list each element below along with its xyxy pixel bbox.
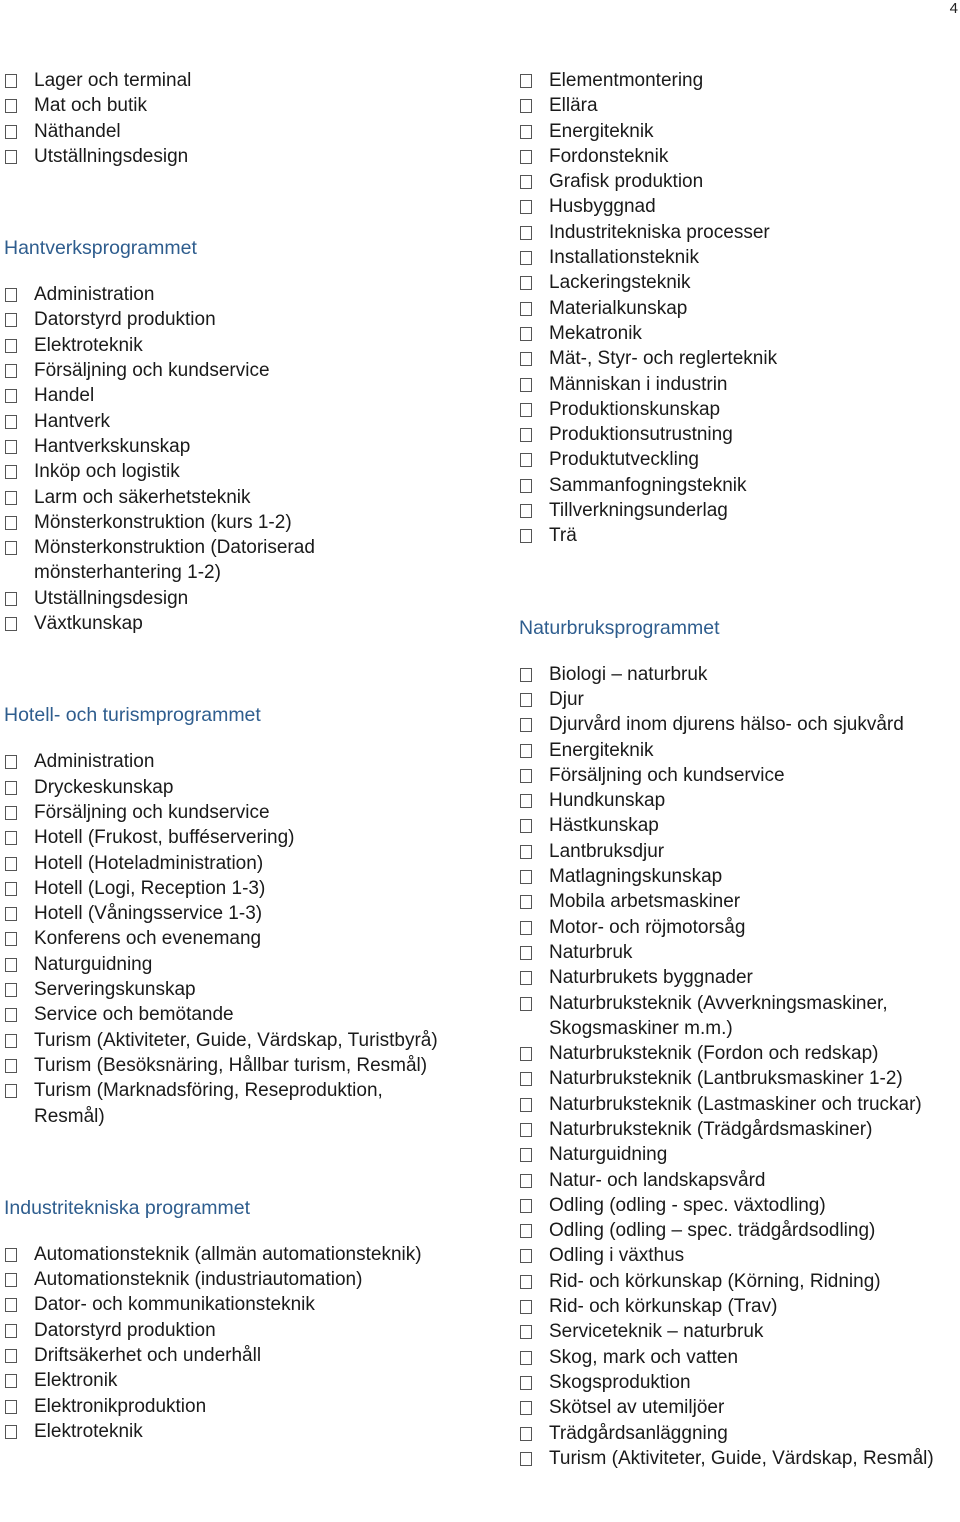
- list-item: [519, 498, 957, 523]
- program-heading: Naturbruksprogrammet: [519, 616, 720, 639]
- list-item: [4, 876, 444, 901]
- course-label: Naturbruksteknik (Avverkningsmaskiner, Skogsmaskiner m.m.): [549, 992, 888, 1039]
- course-label: Dryckeskunskap: [34, 776, 174, 798]
- course-label: Automationsteknik (industriautomation): [34, 1269, 363, 1291]
- course-label: Serveringskunskap: [34, 979, 196, 1001]
- course-label: Serviceteknik – naturbruk: [549, 1321, 764, 1343]
- checkbox-square-icon: [5, 831, 17, 845]
- checkbox-square-icon: [520, 251, 532, 265]
- checkbox-square-icon: [520, 1047, 532, 1061]
- checkbox-square-icon: [520, 403, 532, 417]
- course-label: Handel: [34, 385, 95, 407]
- list-item: [519, 991, 957, 1042]
- checkbox-square-icon: [520, 1351, 532, 1365]
- list-item: [519, 662, 957, 687]
- checkbox-square-icon: [5, 781, 17, 795]
- course-label: Produktutveckling: [549, 449, 699, 471]
- course-label: Hotell (Våningsservice 1-3): [34, 903, 263, 925]
- course-label: Rid- och körkunskap (Körning, Ridning): [549, 1270, 881, 1292]
- checkbox-square-icon: [520, 1249, 532, 1263]
- checkbox-square-icon: [520, 794, 532, 808]
- course-label: Tillverkningsunderlag: [549, 500, 728, 522]
- checkbox-square-icon: [520, 1452, 532, 1466]
- list-item: [4, 977, 444, 1002]
- list-item: [519, 245, 957, 270]
- course-label: Skötsel av utemiljöer: [549, 1397, 725, 1419]
- course-label: Elektronikproduktion: [34, 1395, 207, 1417]
- checkbox-square-icon: [520, 744, 532, 758]
- checkbox-square-icon: [5, 882, 17, 896]
- course-label: Grafisk produktion: [549, 171, 704, 193]
- list-item: [4, 409, 444, 434]
- checkbox-square-icon: [520, 693, 532, 707]
- course-label: Mat och butik: [34, 95, 147, 117]
- list-item: [4, 459, 444, 484]
- checkbox-square-icon: [520, 150, 532, 164]
- checkbox-square-icon: [5, 755, 17, 769]
- list-item: [519, 889, 957, 914]
- checkbox-square-icon: [520, 276, 532, 290]
- list-item: [519, 1142, 957, 1167]
- left-column: [4, 68, 444, 1444]
- course-label: Driftsäkerhet och underhåll: [34, 1344, 262, 1366]
- course-list: [4, 68, 444, 169]
- list-item: [519, 220, 957, 245]
- list-item: [519, 473, 957, 498]
- course-label: Naturbruksteknik (Lastmaskiner och truckar): [549, 1093, 922, 1115]
- checkbox-square-icon: [520, 1376, 532, 1390]
- list-item: [4, 1053, 444, 1078]
- course-label: Naturbruksteknik (Trädgårdsmaskiner): [549, 1118, 873, 1140]
- list-item: [519, 1345, 957, 1370]
- course-label: Mönsterkonstruktion (Datoriserad mönsterhantering 1-2): [34, 537, 315, 584]
- course-label: Datorstyrd produktion: [34, 309, 216, 331]
- checkbox-square-icon: [520, 1325, 532, 1339]
- checkbox-square-icon: [520, 845, 532, 859]
- course-label: Skog, mark och vatten: [549, 1346, 739, 1368]
- list-item: [519, 915, 957, 940]
- list-item: [519, 1218, 957, 1243]
- checkbox-square-icon: [520, 504, 532, 518]
- course-label: Elektroteknik: [34, 334, 143, 356]
- course-label: Service och bemötande: [34, 1004, 234, 1026]
- checkbox-square-icon: [520, 921, 532, 935]
- checkbox-square-icon: [520, 997, 532, 1011]
- list-item: [4, 510, 444, 535]
- checkbox-square-icon: [5, 1084, 17, 1098]
- course-label: Energiteknik: [549, 120, 654, 142]
- checkbox-square-icon: [5, 288, 17, 302]
- course-list: [4, 749, 444, 1128]
- checkbox-square-icon: [5, 1374, 17, 1388]
- list-item: [4, 901, 444, 926]
- checkbox-square-icon: [5, 541, 17, 555]
- list-item: [519, 687, 957, 712]
- course-label: Odling (odling - spec. växtodling): [549, 1194, 826, 1216]
- course-label: Natur- och landskapsvård: [549, 1169, 766, 1191]
- checkbox-square-icon: [520, 1148, 532, 1162]
- course-list: [519, 68, 957, 549]
- list-item: [519, 1066, 957, 1091]
- checkbox-square-icon: [520, 302, 532, 316]
- list-item: [519, 1168, 957, 1193]
- course-label: Näthandel: [34, 120, 121, 142]
- checkbox-square-icon: [5, 313, 17, 327]
- course-label: Skogsproduktion: [549, 1371, 691, 1393]
- course-label: Elektroteknik: [34, 1420, 143, 1442]
- checkbox-square-icon: [520, 175, 532, 189]
- course-label: Lager och terminal: [34, 70, 192, 91]
- list-item: [4, 1292, 444, 1317]
- program-heading: Industritekniska programmet: [4, 1196, 251, 1219]
- list-item: [519, 447, 957, 472]
- checkbox-square-icon: [5, 491, 17, 505]
- list-item: [4, 749, 444, 774]
- list-item: [4, 611, 444, 636]
- checkbox-square-icon: [5, 1248, 17, 1262]
- checkbox-square-icon: [520, 99, 532, 113]
- course-label: Biologi – naturbruk: [549, 663, 708, 685]
- list-item: [519, 965, 957, 990]
- checkbox-square-icon: [520, 1275, 532, 1289]
- checkbox-square-icon: [520, 971, 532, 985]
- list-item: [519, 1193, 957, 1218]
- list-item: [519, 839, 957, 864]
- list-item: [519, 1421, 957, 1446]
- checkbox-square-icon: [520, 718, 532, 732]
- list-item: [519, 194, 957, 219]
- list-item: [519, 523, 957, 548]
- course-label: Mät-, Styr- och reglerteknik: [549, 348, 778, 370]
- list-item: [519, 169, 957, 194]
- checkbox-square-icon: [5, 465, 17, 479]
- checkbox-square-icon: [520, 946, 532, 960]
- checkbox-square-icon: [520, 819, 532, 833]
- course-label: Sammanfogningsteknik: [549, 474, 747, 496]
- checkbox-square-icon: [5, 617, 17, 631]
- checkbox-square-icon: [5, 440, 17, 454]
- list-item: [4, 93, 444, 118]
- course-label: Motor- och röjmotorsåg: [549, 916, 746, 938]
- course-label: Produktionsutrustning: [549, 424, 733, 446]
- checkbox-square-icon: [5, 389, 17, 403]
- course-label: Mobila arbetsmaskiner: [549, 891, 741, 913]
- course-label: Försäljning och kundservice: [34, 801, 270, 823]
- checkbox-square-icon: [520, 1072, 532, 1086]
- list-item: [4, 1318, 444, 1343]
- checkbox-square-icon: [5, 516, 17, 530]
- course-label: Naturbruksteknik (Lantbruksmaskiner 1-2): [549, 1068, 903, 1090]
- course-label: Naturguidning: [34, 953, 153, 975]
- list-item: [519, 813, 957, 838]
- checkbox-square-icon: [520, 479, 532, 493]
- checkbox-square-icon: [5, 1324, 17, 1338]
- checkbox-square-icon: [5, 125, 17, 139]
- program-section: [4, 1129, 444, 1444]
- list-item: [519, 940, 957, 965]
- checkbox-square-icon: [520, 870, 532, 884]
- checkbox-square-icon: [5, 364, 17, 378]
- checkbox-square-icon: [5, 1008, 17, 1022]
- checkbox-square-icon: [5, 983, 17, 997]
- course-label: Naturguidning: [549, 1144, 668, 1166]
- course-label: Turism (Besöksnäring, Hållbar turism, Resmål): [34, 1054, 428, 1076]
- course-label: Inköp och logistik: [34, 461, 180, 483]
- list-item: [4, 775, 444, 800]
- checkbox-square-icon: [5, 958, 17, 972]
- checkbox-square-icon: [5, 339, 17, 353]
- course-label: Djurvård inom djurens hälso- och sjukvård: [549, 714, 904, 736]
- list-item: [519, 397, 957, 422]
- list-item: [519, 422, 957, 447]
- list-item: [4, 851, 444, 876]
- checkbox-square-icon: [520, 1174, 532, 1188]
- course-label: Larm och säkerhetsteknik: [34, 486, 251, 508]
- checkbox-square-icon: [520, 895, 532, 909]
- course-label: Konferens och evenemang: [34, 928, 262, 950]
- list-item: [4, 68, 444, 93]
- course-label: Lackeringsteknik: [549, 272, 691, 294]
- checkbox-square-icon: [520, 453, 532, 467]
- course-label: Hotell (Logi, Reception 1-3): [34, 877, 266, 899]
- course-label: Utställningsdesign: [34, 145, 189, 167]
- course-label: Materialkunskap: [549, 297, 688, 319]
- checkbox-square-icon: [5, 1425, 17, 1439]
- program-heading: Hantverksprogrammet: [4, 237, 197, 260]
- list-item: [519, 119, 957, 144]
- list-item: [4, 1242, 444, 1267]
- course-label: Hästkunskap: [549, 815, 659, 837]
- course-label: Rid- och körkunskap (Trav): [549, 1296, 778, 1318]
- course-label: Industritekniska processer: [549, 221, 770, 243]
- checkbox-square-icon: [520, 74, 532, 88]
- list-item: [519, 144, 957, 169]
- course-label: Elementmontering: [549, 70, 704, 91]
- course-label: Turism (Aktiviteter, Guide, Värdskap, Resmål): [549, 1447, 934, 1469]
- checkbox-square-icon: [5, 806, 17, 820]
- course-label: Automationsteknik (allmän automationsteknik): [34, 1243, 422, 1265]
- course-label: Hundkunskap: [549, 790, 666, 812]
- checkbox-square-icon: [520, 1300, 532, 1314]
- list-item: [4, 383, 444, 408]
- program-section: [519, 549, 957, 1472]
- list-item: [519, 763, 957, 788]
- course-label: Dator- och kommunikationsteknik: [34, 1294, 315, 1316]
- list-item: [4, 333, 444, 358]
- checkbox-square-icon: [520, 378, 532, 392]
- list-item: [4, 307, 444, 332]
- checkbox-square-icon: [520, 125, 532, 139]
- checkbox-square-icon: [520, 200, 532, 214]
- list-item: [519, 712, 957, 737]
- list-item: [519, 788, 957, 813]
- list-item: [4, 1394, 444, 1419]
- course-list: [4, 282, 444, 636]
- course-label: Matlagningskunskap: [549, 866, 723, 888]
- list-item: [4, 1343, 444, 1368]
- list-item: [4, 282, 444, 307]
- list-item: [519, 1395, 957, 1420]
- program-sections: [519, 549, 957, 1472]
- page-number: 4: [949, 0, 958, 17]
- course-label: Elektronik: [34, 1370, 118, 1392]
- list-item: [519, 1117, 957, 1142]
- list-item: [4, 800, 444, 825]
- list-item: [4, 485, 444, 510]
- checkbox-square-icon: [520, 428, 532, 442]
- course-label: Lantbruksdjur: [549, 840, 665, 862]
- checkbox-square-icon: [520, 352, 532, 366]
- list-item: [519, 1269, 957, 1294]
- list-item: [519, 1243, 957, 1268]
- checkbox-square-icon: [520, 1199, 532, 1213]
- checkbox-square-icon: [5, 1059, 17, 1073]
- list-item: [519, 346, 957, 371]
- course-label: Naturbruksteknik (Fordon och redskap): [549, 1043, 879, 1065]
- list-item: [519, 296, 957, 321]
- checkbox-square-icon: [520, 529, 532, 543]
- course-label: Installationsteknik: [549, 247, 699, 269]
- course-label: Energiteknik: [549, 739, 654, 761]
- course-label: Produktionskunskap: [549, 398, 721, 420]
- list-item: [4, 1002, 444, 1027]
- course-label: Trä: [549, 525, 577, 547]
- checkbox-square-icon: [5, 1349, 17, 1363]
- list-item: [4, 434, 444, 459]
- course-label: Mekatronik: [549, 322, 642, 344]
- list-item: [519, 270, 957, 295]
- course-label: Mönsterkonstruktion (kurs 1-2): [34, 511, 292, 533]
- checkbox-square-icon: [520, 769, 532, 783]
- course-label: Hotell (Frukost, bufféservering): [34, 827, 295, 849]
- list-item: [4, 1368, 444, 1393]
- list-item: [4, 1028, 444, 1053]
- checkbox-square-icon: [520, 1401, 532, 1415]
- checkbox-square-icon: [5, 1034, 17, 1048]
- checkbox-square-icon: [520, 668, 532, 682]
- checkbox-square-icon: [5, 1273, 17, 1287]
- course-label: Administration: [34, 284, 155, 306]
- course-label: Hantverkskunskap: [34, 435, 191, 457]
- list-item: [4, 926, 444, 951]
- program-section: [4, 169, 444, 636]
- checkbox-square-icon: [520, 1224, 532, 1238]
- checkbox-square-icon: [520, 1098, 532, 1112]
- course-label: Husbyggnad: [549, 196, 656, 218]
- program-heading: Hotell- och turismprogrammet: [4, 704, 261, 727]
- list-item: [519, 864, 957, 889]
- course-label: Växtkunskap: [34, 613, 143, 635]
- checkbox-square-icon: [5, 1298, 17, 1312]
- checkbox-square-icon: [5, 932, 17, 946]
- course-label: Turism (Marknadsföring, Reseproduktion, Resmål): [34, 1080, 383, 1127]
- course-label: Odling (odling – spec. trädgårdsodling): [549, 1220, 876, 1242]
- checkbox-square-icon: [520, 1123, 532, 1137]
- list-item: [4, 1267, 444, 1292]
- checkbox-square-icon: [5, 150, 17, 164]
- list-item: [519, 93, 957, 118]
- course-label: Hotell (Hoteladministration): [34, 852, 264, 874]
- course-label: Datorstyrd produktion: [34, 1319, 216, 1341]
- list-item: [519, 1294, 957, 1319]
- course-label: Naturbrukets byggnader: [549, 967, 753, 989]
- list-item: [519, 1319, 957, 1344]
- course-label: Naturbruk: [549, 941, 633, 963]
- list-item: [4, 1078, 444, 1129]
- list-item: [4, 825, 444, 850]
- course-label: Fordonsteknik: [549, 145, 669, 167]
- list-item: [4, 119, 444, 144]
- course-label: Odling i växthus: [549, 1245, 685, 1267]
- checkbox-square-icon: [5, 857, 17, 871]
- course-list: [519, 662, 957, 1472]
- list-item: [4, 144, 444, 169]
- list-item: [519, 321, 957, 346]
- checkbox-square-icon: [520, 226, 532, 240]
- list-item: [4, 952, 444, 977]
- list-item: [519, 1041, 957, 1066]
- course-label: Försäljning och kundservice: [34, 360, 270, 382]
- list-item: [519, 738, 957, 763]
- list-item: [519, 1092, 957, 1117]
- course-label: Hantverk: [34, 410, 111, 432]
- course-label: Utställningsdesign: [34, 587, 189, 609]
- right-column: [519, 68, 957, 1471]
- course-label: Trädgårdsanläggning: [549, 1422, 728, 1444]
- checkbox-square-icon: [5, 99, 17, 113]
- checkbox-square-icon: [5, 1400, 17, 1414]
- checkbox-square-icon: [520, 327, 532, 341]
- list-item: [4, 535, 444, 586]
- checkbox-square-icon: [5, 907, 17, 921]
- checkbox-square-icon: [520, 1427, 532, 1441]
- list-item: [519, 1446, 957, 1471]
- checkbox-square-icon: [5, 74, 17, 88]
- list-item: [519, 1370, 957, 1395]
- course-label: Ellära: [549, 95, 598, 117]
- list-item: [519, 372, 957, 397]
- program-section: [4, 636, 444, 1128]
- list-item: [4, 358, 444, 383]
- checkbox-square-icon: [5, 415, 17, 429]
- checkbox-square-icon: [5, 592, 17, 606]
- course-list: [4, 1242, 444, 1444]
- course-label: Turism (Aktiviteter, Guide, Värdskap, Turistbyrå): [34, 1029, 438, 1051]
- list-item: [4, 1419, 444, 1444]
- program-sections: [4, 169, 444, 1444]
- course-label: Människan i industrin: [549, 373, 728, 395]
- course-label: Djur: [549, 688, 584, 710]
- course-label: Försäljning och kundservice: [549, 764, 785, 786]
- course-label: Administration: [34, 751, 155, 773]
- list-item: [4, 586, 444, 611]
- list-item: [519, 68, 957, 93]
